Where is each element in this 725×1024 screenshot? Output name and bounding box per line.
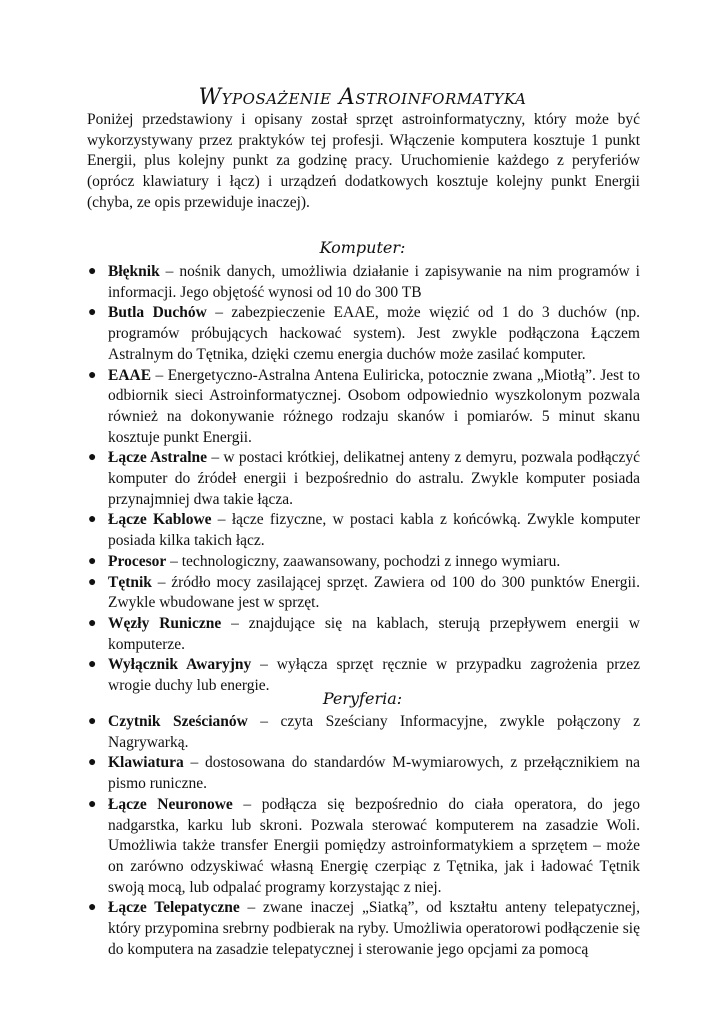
komputer-list (87, 262, 640, 697)
item-desc: – źródło mocy zasilającej sprzęt. Zawiera od 100 do 300 punktów Energii. Zwykle wbudowane jest w sprzęt. (108, 573, 640, 612)
item-desc: – wyłącza sprzęt ręcznie w przypadku zagrożenia przez wrogie duchy lub energie. (108, 656, 640, 695)
item-term: EAAE (108, 366, 152, 384)
bullet-icon: ● (88, 574, 97, 590)
item-term: Procesor (108, 552, 167, 570)
list-item (87, 366, 640, 449)
item-term: Błęknik (108, 263, 160, 280)
peryferia-list (87, 712, 640, 960)
intro-paragraph: Poniżej przedstawiony i opisany został sprzęt astroinformatyczny, który może być wykorzystywany przez praktyków tej profesji. Włączenie komputera kosztuje 1 punkt Energii, plus kolejny punkt za godzinę pracy. Uruchomienie każdego z peryferiów (oprócz klawiatury i łącz) i urządzeń dodatkowych kosztuje kolejny punkt Energii (chyba, ze opis przewiduje inaczej). (87, 111, 640, 211)
page-title: Wyposażenie Astroinformatyka (198, 85, 527, 110)
bullet-icon: ● (88, 657, 97, 673)
bullet-icon: ● (88, 796, 97, 812)
list-item (87, 510, 640, 551)
bullet-icon: ● (88, 615, 97, 631)
item-desc: – łącze fizyczne, w postaci kabla z końcówką. Zwykle komputer posiada kilka takich łącz. (108, 511, 640, 550)
item-desc: – znajdujące się na kablach, sterują przepływem energii w komputerze. (108, 614, 640, 653)
bullet-icon: ● (88, 305, 97, 321)
item-desc: – zwane inaczej „Siatką”, od kształtu anteny telepatycznej, który przypomina srebrny podbierak na ryby. Umożliwia operatorowi podłączenie się do komputera na zasadzie telepatycznej i sterowanie jego opcjami za pomocą (108, 899, 640, 958)
item-term: Wyłącznik Awaryjny (108, 656, 252, 674)
list-item (87, 448, 640, 510)
item-term: Łącze Astralne (108, 449, 208, 467)
item-desc: – podłącza się bezpośrednio do ciała operatora, do jego nadgarstka, karku lub skroni. Pozwala sterować komputerem na zasadzie Woli. Umożliwia także transfer Energii pomiędzy astroinformatykiem a sprzętem – może on zarówno odzyskiwać własną Energię czerpiąc z Tętnika, jak i ładować Tętnik swoją mocą, lub odpalać programy korzystając z niej. (108, 795, 640, 896)
item-desc: – zabezpieczenie EAAE, może więzić od 1 do 3 duchów (np. programów próbujących hackować system). Jest zwykle podłączona Łączem Astralnym do Tętnika, dzięki czemu energia duchów może zasilać komputer. (108, 304, 640, 363)
bullet-icon: ● (88, 264, 97, 279)
item-term: Łącze Telepatyczne (108, 899, 240, 917)
item-term: Łącze Neuronowe (108, 795, 233, 813)
section-heading-peryferia: Peryferia: (322, 689, 403, 708)
bullet-icon: ● (88, 900, 97, 916)
item-desc: – dostosowana do standardów M-wymiarowych, z przełącznikiem na pismo runiczne. (108, 754, 640, 793)
item-term: Czytnik Sześcianów (108, 713, 248, 730)
section-heading-komputer: Komputer: (319, 238, 406, 257)
item-desc: – technologiczny, zaawansowany, pochodzi z innego wymiaru. (166, 552, 561, 570)
item-desc: – Energetyczno-Astralna Antena Euliricka, potocznie zwana „Miotłą”. Jest to odbiornik sieci Astroinformatycznej. Osobom odpowiednio wyszkolonym pozwala również na dokonywanie różnego rodzaju skanów i pomiarów. 5 minut skanu kosztuje punkt Energii. (108, 366, 640, 446)
item-term: Łącze Kablowe (108, 511, 212, 529)
item-term: Klawiatura (108, 754, 184, 772)
list-item (87, 614, 640, 655)
item-desc: – w postaci krótkiej, delikatnej anteny z demyru, pozwala podłączyć komputer do źródeł energii i bezpośrednio do astralu. Zwykle komputer posiada przynajmniej dwa takie łącza. (108, 449, 640, 508)
list-item (87, 753, 640, 794)
bullet-icon: ● (88, 367, 97, 383)
list-item (87, 262, 640, 303)
list-item (87, 712, 640, 753)
item-term: Butla Duchów (108, 304, 207, 322)
bullet-icon: ● (88, 450, 97, 466)
item-desc: – nośnik danych, umożliwia działanie i zapisywanie na nim programów i informacji. Jego objętość wynosi od 10 do 300 TB (108, 263, 640, 301)
list-item (87, 552, 640, 573)
bullet-icon: ● (88, 714, 97, 729)
bullet-icon: ● (88, 512, 97, 528)
list-item (87, 573, 640, 614)
list-item (87, 898, 640, 960)
list-item (87, 303, 640, 365)
item-term: Tętnik (108, 573, 152, 591)
bullet-icon: ● (88, 553, 97, 569)
item-term: Węzły Runiczne (108, 614, 222, 632)
list-item (87, 795, 640, 899)
item-desc: – czyta Sześciany Informacyjne, zwykle połączony z Nagrywarką. (108, 713, 640, 751)
bullet-icon: ● (88, 755, 97, 771)
